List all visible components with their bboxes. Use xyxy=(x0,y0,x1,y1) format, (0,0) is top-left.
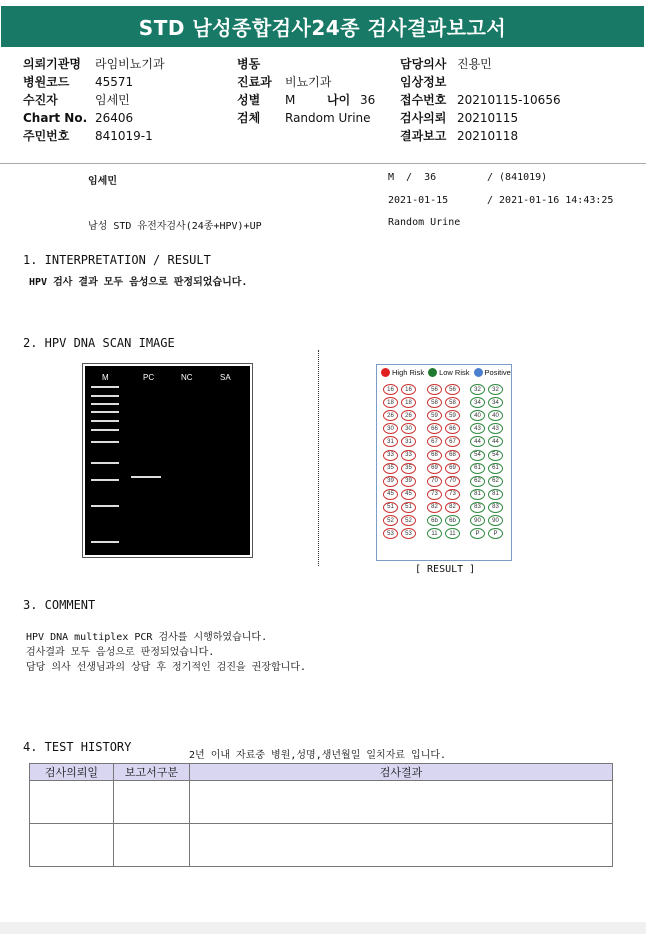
value: 비뇨기과 xyxy=(285,75,332,89)
marker-band xyxy=(91,441,119,443)
hpv-type-cell: 35 xyxy=(383,463,398,474)
label: 결과보고 xyxy=(400,129,447,143)
hpv-type-cell: 69 xyxy=(427,463,442,474)
hpv-type-cell: 58 xyxy=(445,397,460,408)
history-table xyxy=(29,763,613,867)
label: 검사의뢰 xyxy=(400,111,447,125)
summary-test-name: 남성 STD 유전자검사(24종+HPV)+UP xyxy=(88,221,262,232)
hpv-type-cell: 70 xyxy=(427,476,442,487)
age-value: 36 xyxy=(360,93,376,107)
hpv-type-cell: 61 xyxy=(488,463,503,474)
high-risk-dot-icon xyxy=(381,368,390,377)
hpv-type-cell: 30 xyxy=(383,423,398,434)
hpv-type-cell: 44 xyxy=(488,436,503,447)
header-divider xyxy=(0,163,646,164)
hpv-type-cell: 68 xyxy=(445,450,460,461)
comment-body xyxy=(26,630,306,675)
hpv-type-cell: 33 xyxy=(383,450,398,461)
hpv-type-cell: 83 xyxy=(488,502,503,513)
header-row xyxy=(237,56,375,72)
result-label: [ RESULT ] xyxy=(415,564,476,575)
hpv-type-cell: 68 xyxy=(427,450,442,461)
hpv-type-cell: 51 xyxy=(401,502,416,513)
section-divider xyxy=(318,350,319,566)
comment-line: 검사결과 모두 음성으로 판정되었습니다. xyxy=(26,647,215,658)
hpv-type-cell: 59 xyxy=(427,410,442,421)
hpv-type-cell: 32 xyxy=(470,384,485,395)
hpv-type-cell: 45 xyxy=(401,489,416,500)
hpv-type-cell: 58 xyxy=(427,397,442,408)
hpv-type-cell: 90 xyxy=(470,515,485,526)
hpv-type-cell: 33 xyxy=(401,450,416,461)
hpv-type-cell: 59 xyxy=(445,410,460,421)
value: 20210115-10656 xyxy=(457,93,561,107)
marker-band xyxy=(91,403,119,405)
interpretation-title: 1. INTERPRETATION / RESULT xyxy=(23,253,211,267)
low-risk-dot-icon xyxy=(428,368,437,377)
hpv-type-cell: 39 xyxy=(401,476,416,487)
hpv-type-cell: 83 xyxy=(470,502,485,513)
hpv-type-cell: 11 xyxy=(445,528,460,539)
label: 검체 xyxy=(237,111,261,125)
summary-specimen: Random Urine xyxy=(388,217,461,228)
marker-band xyxy=(91,395,119,397)
hpv-type-cell: 6b xyxy=(427,515,442,526)
hpv-type-cell: 52 xyxy=(383,515,398,526)
hpv-type-cell: 32 xyxy=(488,384,503,395)
hpv-type-cell: 54 xyxy=(488,450,503,461)
hpv-type-cell: 67 xyxy=(445,436,460,447)
header-row xyxy=(400,92,561,108)
hpv-type-cell: 43 xyxy=(470,423,485,434)
marker-band xyxy=(91,386,119,388)
label: 주민번호 xyxy=(23,129,70,143)
lane-label: NC xyxy=(181,373,193,382)
header-row xyxy=(237,74,375,90)
hpv-type-cell: 69 xyxy=(445,463,460,474)
hpv-type-cell: 16 xyxy=(383,384,398,395)
hpv-type-cell: P xyxy=(470,528,485,539)
header-col2 xyxy=(237,56,375,126)
comment-title: 3. COMMENT xyxy=(23,598,96,612)
marker-band xyxy=(91,505,119,507)
value: M xyxy=(285,93,296,107)
hpv-type-cell: 73 xyxy=(427,489,442,500)
lane-label: M xyxy=(102,373,109,382)
header-row xyxy=(23,74,165,90)
hpv-type-cell: 45 xyxy=(383,489,398,500)
label: 수진자 xyxy=(23,93,58,107)
hpv-type-cell: 34 xyxy=(470,397,485,408)
hpv-type-cell: 73 xyxy=(445,489,460,500)
table-cell xyxy=(114,824,190,867)
summary-sex-age: M / 36 xyxy=(388,172,437,183)
history-note: 2년 이내 자료중 병원,성명,생년월일 일치자료 입니다. xyxy=(189,750,447,761)
hpv-type-cell: 56 xyxy=(427,384,442,395)
summary-id: / (841019) xyxy=(487,172,548,183)
hpv-type-cell: 67 xyxy=(427,436,442,447)
header-row xyxy=(23,110,165,126)
label: Chart No. xyxy=(23,111,88,125)
comment-line: 담당 의사 선생님과의 상담 후 정기적인 검진을 권장합니다. xyxy=(26,662,307,673)
hpv-type-cell: 16 xyxy=(401,384,416,395)
hpv-type-cell: 53 xyxy=(383,528,398,539)
header-row xyxy=(23,92,165,108)
value: 라임비뇨기과 xyxy=(95,57,165,71)
column-header: 검사의뢰일 xyxy=(30,764,114,781)
hpv-type-cell: 31 xyxy=(401,436,416,447)
hpv-type-cell: 44 xyxy=(470,436,485,447)
header-row xyxy=(400,56,561,72)
hpv-type-cell: 18 xyxy=(401,397,416,408)
header-row xyxy=(400,128,561,144)
hpv-type-cell: 35 xyxy=(401,463,416,474)
hpv-type-cell: 66 xyxy=(427,423,442,434)
hpv-type-cell: 40 xyxy=(470,410,485,421)
hpv-type-panel xyxy=(376,364,512,561)
hpv-type-cell: 54 xyxy=(470,450,485,461)
table-row xyxy=(30,824,613,867)
gel-image xyxy=(83,364,252,557)
marker-band xyxy=(91,541,119,543)
positive-dot-icon xyxy=(474,368,483,377)
hpv-type-cell: 31 xyxy=(383,436,398,447)
hpv-type-cell: 62 xyxy=(488,476,503,487)
header-row xyxy=(400,74,561,90)
value: 진용민 xyxy=(457,57,492,71)
hpv-type-cell: 26 xyxy=(401,410,416,421)
header-row xyxy=(23,56,165,72)
comment-line: HPV DNA multiplex PCR 검사를 시행하였습니다. xyxy=(26,632,268,643)
hpv-type-cell: 66 xyxy=(445,423,460,434)
hpv-type-cell: 6b xyxy=(445,515,460,526)
hpv-type-cell: 11 xyxy=(427,528,442,539)
hpv-type-cell: 82 xyxy=(427,502,442,513)
value: 20210118 xyxy=(457,129,519,143)
header-row xyxy=(400,110,561,126)
table-cell xyxy=(190,824,613,867)
label: 병원코드 xyxy=(23,75,70,89)
hpv-type-cell: 51 xyxy=(383,502,398,513)
pc-band xyxy=(131,476,161,478)
value: Random Urine xyxy=(285,111,371,125)
column-header: 검사결과 xyxy=(190,764,613,781)
hpv-type-cell: 39 xyxy=(383,476,398,487)
hpv-type-cell: P xyxy=(488,528,503,539)
header-row xyxy=(237,110,375,126)
value: 26406 xyxy=(95,111,134,125)
hpv-type-cell: 81 xyxy=(488,489,503,500)
hpv-type-cell: 52 xyxy=(401,515,416,526)
table-cell xyxy=(30,781,114,824)
panel-legend xyxy=(381,368,511,377)
label: 담당의사 xyxy=(400,57,447,71)
hpv-type-cell: 40 xyxy=(488,410,503,421)
hpv-type-cell: 82 xyxy=(445,502,460,513)
scan-title: 2. HPV DNA SCAN IMAGE xyxy=(23,336,175,350)
interpretation-text: HPV 검사 결과 모두 음성으로 판정되었습니다. xyxy=(29,277,248,288)
legend-label: High Risk xyxy=(392,368,425,377)
table-cell xyxy=(30,824,114,867)
header-row xyxy=(237,92,375,108)
marker-band xyxy=(91,420,119,422)
hpv-type-cell: 81 xyxy=(470,489,485,500)
hpv-type-cell: 43 xyxy=(488,423,503,434)
legend-label: Low Risk xyxy=(439,368,470,377)
history-title: 4. TEST HISTORY xyxy=(23,740,132,754)
value: 임세민 xyxy=(95,93,130,107)
marker-band xyxy=(91,429,119,431)
table-cell xyxy=(114,781,190,824)
table-row xyxy=(30,781,613,824)
report-title: STD 남성종합검사24종 검사결과보고서 xyxy=(1,6,644,47)
column-header: 보고서구분 xyxy=(114,764,190,781)
header-col3 xyxy=(400,56,561,144)
label: 접수번호 xyxy=(400,93,447,107)
hpv-type-cell: 56 xyxy=(445,384,460,395)
hpv-type-cell: 34 xyxy=(488,397,503,408)
summary-date2: / 2021-01-16 14:43:25 xyxy=(487,195,614,206)
marker-band xyxy=(91,479,119,481)
hpv-type-cell: 18 xyxy=(383,397,398,408)
label: 의뢰기관명 xyxy=(23,57,81,71)
label: 병동 xyxy=(237,57,261,71)
summary-name: 임세민 xyxy=(88,176,117,187)
marker-band xyxy=(91,462,119,464)
value: 45571 xyxy=(95,75,134,89)
hpv-type-cell: 62 xyxy=(470,476,485,487)
label: 진료과 xyxy=(237,75,272,89)
legend-label: Positive xyxy=(484,368,511,377)
value: 841019-1 xyxy=(95,129,153,143)
marker-band xyxy=(91,411,119,413)
hpv-type-cell: 70 xyxy=(445,476,460,487)
hpv-type-cell: 26 xyxy=(383,410,398,421)
lane-label: SA xyxy=(220,373,231,382)
footer-strip xyxy=(0,922,646,934)
value: 20210115 xyxy=(457,111,519,125)
label: 임상정보 xyxy=(400,75,447,89)
table-header-row xyxy=(30,764,613,781)
header-row xyxy=(23,128,165,144)
age-label: 나이 xyxy=(327,93,351,107)
summary-date1: 2021-01-15 xyxy=(388,195,449,206)
hpv-type-cell: 90 xyxy=(488,515,503,526)
table-cell xyxy=(190,781,613,824)
label: 성별 xyxy=(237,93,261,107)
hpv-type-cell: 61 xyxy=(470,463,485,474)
hpv-type-cell: 30 xyxy=(401,423,416,434)
hpv-type-cell: 53 xyxy=(401,528,416,539)
header-col1 xyxy=(23,56,165,144)
lane-label: PC xyxy=(143,373,155,382)
